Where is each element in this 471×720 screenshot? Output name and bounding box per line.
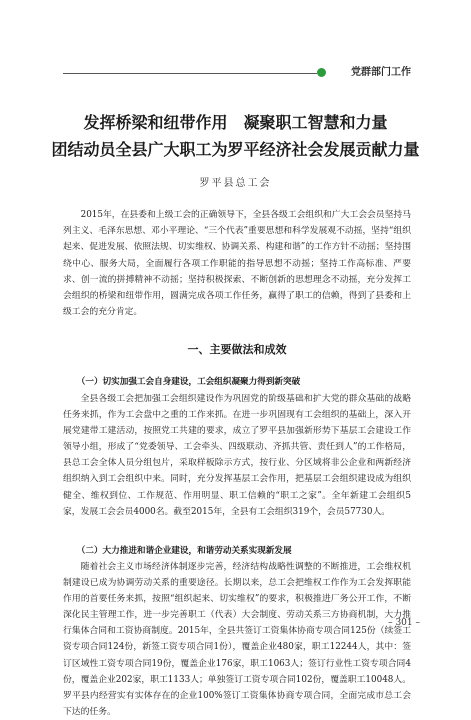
section-marker-icon (317, 68, 326, 77)
subsection-heading-1: （一）切实加强工会自身建设，工会组织凝聚力得到新突破 (76, 377, 301, 387)
article-author: 罗平县总工会 (199, 178, 272, 189)
section-heading: 一、主要做法和成效 (187, 343, 287, 356)
page-number: – 301 – (388, 618, 420, 628)
running-header-section: 党群部门工作 (351, 67, 411, 78)
subsection-paragraph-2: 随着社会主义市场经济体制逐步完善，经济结构战略性调整的不断推进，工会维权机制建设已成为协调劳动关系的重要途径。长期以来，总工会把维权工作作为工会发挥职能作用的首要任务来抓，按照“组织起来、切实维权”的要求，积极推进厂务公开工作，不断深化民主管理工作，进一步完善职工（代表）大会制度、劳动关系三方协商机制，大力推行集体合同和工资协商制度。2015年，全县共签订工资集体协商专项合同125份（续签工资专项合同124份，新签工资专项合同1份），覆盖企业480家，职工12244人，其中：签订区域性工资专项合同19份，覆盖企业176家，职工1063人；签订行业性工资专项合同4份，覆盖企业202家，职工1133人；单独签订工资专项合同102份，覆盖职工10048人。罗平县内经营实有实体存在的企业100%签订工资集体协商专项合同，全面完成市总工会下达的任务。 (63, 562, 411, 717)
article-title-line2: 团结动员全县广大职工为罗平经济社会发展贡献力量 (51, 140, 420, 159)
subsection-paragraph-1: 全县各级工会把加强工会组织建设作为巩固党的阶级基础和扩大党的群众基础的战略任务来抓，作为工会盘中之重的工作来抓。在进一步巩固现有工会组织的基础上，深入开展党建带工建活动，按照党工共建的要求，成立了罗平县加强新形势下基层工会建设工作领导小组，形成了“党委领导、工会牵头、四级联动、齐抓共管、责任到人”的工作格局，县总工会全体人员分组包片，采取样板除示方式，按行业、分区域将非公企业和两新经济组织纳入到工会组织中来。同时，充分发挥基层工会作用，把基层工会组织建设成为组织健全、维权到位、工作规范、作用明显、职工信赖的“职工之家”。全年新建工会组织5家，发展工会会员4000名。截至2015年，全县有工会组织319个，会员57730人。 (63, 394, 411, 517)
article-title-line1: 发挥桥梁和纽带作用 凝聚职工智慧和力量 (83, 113, 388, 132)
subsection-heading-2: （二）大力推进和谐企业建设，和谐劳动关系实现新发展 (76, 546, 292, 556)
intro-paragraph: 2015年，在县委和上级工会的正确领导下，全县各级工会组织和广大工会会员坚持马列主义、毛泽东思想、邓小平理论、“三个代表”重要思想和科学发展观不动摇，坚持“组织起来、促进发展、依照法规、切实维权、协调关系、构建和谐”的工作方针不动摇；坚持围绕中心、服务大局，全面履行各项工作职能的指导思想不动摇；坚持工作高标准、严要求、创一流的拼搏精神不动摇；坚持积极探索、不断创新的思想理念不动摇，充分发挥工会组织的桥梁和纽带作用，圆满完成各项工作任务，赢得了职工的信赖，得到了县委和上级工会的充分肯定。 (63, 210, 411, 318)
header-rule (63, 73, 317, 74)
